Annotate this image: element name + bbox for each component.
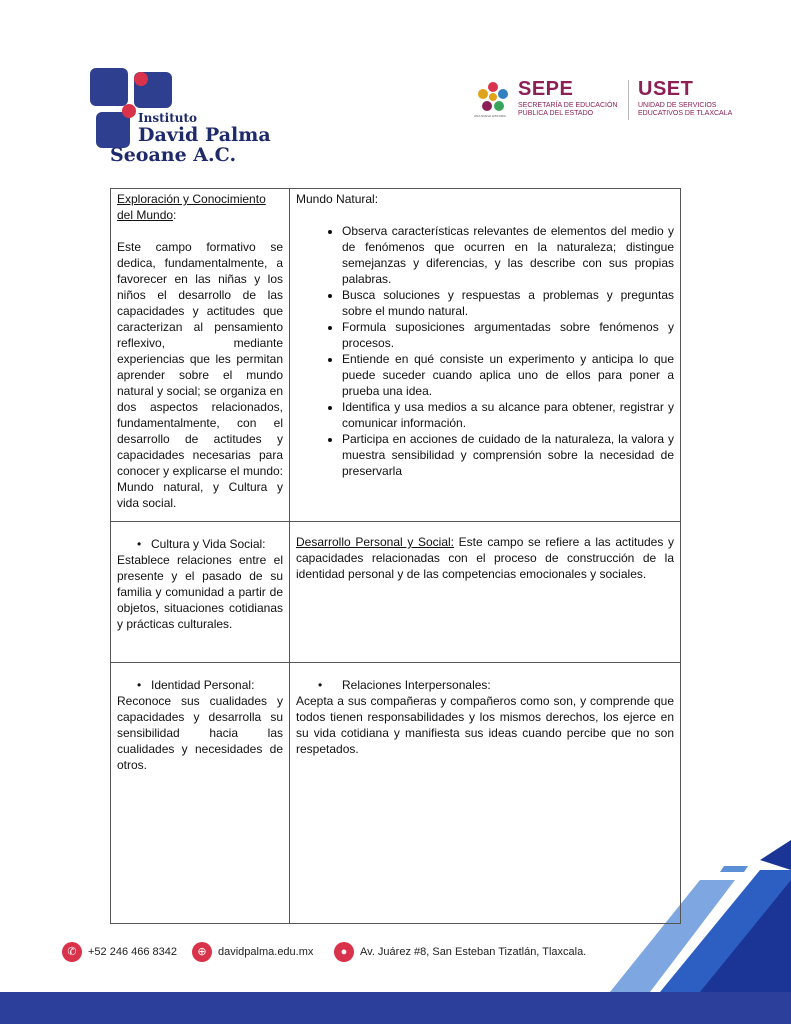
table-row bbox=[111, 189, 681, 522]
phone-text: +52 246 466 8342 bbox=[88, 946, 178, 958]
personal-social-description: Este campo se refiere a las actitudes y capacidades relacionadas con el proceso de construcción de la identidad personal y de las competencias emocionales y sociales. bbox=[296, 535, 674, 581]
list-item: • Participa en acciones de cuidado de la naturaleza, la valora y muestra sensibilidad y comprensión sobre la necesidad de preservarla bbox=[342, 431, 674, 479]
logo-line-1: Instituto bbox=[138, 111, 198, 125]
exploration-heading-colon: : bbox=[173, 208, 177, 222]
personal-social-text bbox=[296, 534, 674, 582]
list-item: • Observa características relevantes de elementos del medio y de fenómenos que ocurren en la naturaleza; distingue semejanzas y diferencias, y las describe con sus propias palabras. bbox=[342, 223, 674, 287]
table-cell-exploration bbox=[111, 189, 290, 522]
table-cell-culture bbox=[111, 522, 290, 663]
table-cell-personal-social bbox=[290, 522, 681, 663]
uset-subtitle-line-1: UNIDAD DE SERVICIOS bbox=[638, 102, 717, 109]
culture-heading: • Cultura y Vida Social: bbox=[117, 536, 283, 552]
sepe-subtitle-line-2: PÚBLICA DEL ESTADO bbox=[518, 110, 594, 118]
content-table bbox=[110, 188, 681, 924]
logo-dot-1 bbox=[122, 104, 136, 118]
logo-dot-2 bbox=[134, 72, 148, 86]
uset-title: USET bbox=[638, 78, 694, 100]
relations-description: Acepta a sus compañeras y compañeros como son, y comprende que todos tienen responsabilidades y los mismos derechos, los ejerce en su vida cotidiana y manifiesta sus ideas cuando percibe que no son respetados. bbox=[296, 694, 674, 756]
logo-line-3: Seoane A.C. bbox=[110, 144, 237, 166]
sepe-subtitle-line-1: SECRETARÍA DE EDUCACIÓN bbox=[518, 102, 618, 109]
sepe-uset-logo bbox=[474, 76, 744, 124]
globe-icon: ⊕ bbox=[192, 942, 212, 962]
flower-caption: UNA NUEVA HISTORIA bbox=[474, 114, 506, 118]
exploration-heading-text: Exploración y Conocimiento del Mundo bbox=[117, 192, 266, 222]
institute-logo bbox=[88, 66, 278, 166]
list-item: • Busca soluciones y respuestas a problemas y preguntas sobre el mundo natural. bbox=[342, 287, 674, 319]
identity-heading: • Identidad Personal: bbox=[117, 677, 283, 693]
footer-address bbox=[334, 942, 586, 962]
culture-description: Establece relaciones entre el presente y el pasado de su familia y comunidad a partir de objetos, situaciones cotidianas y prácticas culturales. bbox=[117, 553, 283, 631]
footer-website[interactable] bbox=[192, 942, 313, 962]
deco-stripe-dark bbox=[700, 880, 791, 992]
uset-subtitle bbox=[638, 102, 732, 118]
logo-divider bbox=[628, 80, 629, 120]
table-row bbox=[111, 522, 681, 663]
list-item: • Identifica y usa medios a su alcance para obtener, registrar y comunicar información. bbox=[342, 399, 674, 431]
table-row bbox=[111, 663, 681, 924]
list-item: • Formula suposiciones argumentadas sobre fenómenos y procesos. bbox=[342, 319, 674, 351]
deco-stripe-top bbox=[760, 840, 791, 870]
address-text: Av. Juárez #8, San Esteban Tizatlán, Tlaxcala. bbox=[360, 946, 587, 958]
spacer bbox=[117, 223, 283, 239]
identity-description: Reconoce sus cualidades y capacidades y desarrolla su sensibilidad hacia las cualidades y necesidades de otros. bbox=[117, 694, 283, 772]
uset-subtitle-line-2: EDUCATIVOS DE TLAXCALA bbox=[638, 110, 733, 118]
institute-logo-text bbox=[110, 111, 271, 166]
table-cell-identity bbox=[111, 663, 290, 924]
logo-square-1 bbox=[90, 68, 128, 106]
phone-icon: ✆ bbox=[62, 942, 82, 962]
footer-phone bbox=[62, 942, 177, 962]
list-item: • Entiende en qué consiste un experimento y anticipa lo que puede suceder cuando aplica uno de ellos para poner a prueba una idea. bbox=[342, 351, 674, 399]
deco-small-tile bbox=[720, 866, 748, 872]
natural-world-list bbox=[296, 223, 674, 479]
flower-emblem-icon bbox=[476, 80, 510, 114]
bottom-band bbox=[0, 992, 791, 1024]
website-link[interactable]: davidpalma.edu.mx bbox=[218, 946, 314, 958]
exploration-heading bbox=[117, 191, 283, 223]
sepe-subtitle bbox=[518, 102, 617, 118]
location-pin-icon: ● bbox=[334, 942, 354, 962]
table-cell-natural-world bbox=[290, 189, 681, 522]
exploration-description: Este campo formativo se dedica, fundamentalmente, a favorecer en las niñas y los niños el desarrollo de las capacidades y actitudes que caracterizan al pensamiento reflexivo, mediante experiencias que les permitan aprender sobre el mundo natural y social; se organiza en dos aspectos relacionados, fundamentalmente, con el desarrollo de actitudes y capacidades necesarias para conocer y explicarse el mundo: Mundo natural, y Cultura y vida social. bbox=[117, 240, 283, 510]
relations-heading: • Relaciones Interpersonales: bbox=[296, 677, 674, 693]
table-cell-relations bbox=[290, 663, 681, 924]
logo-square-3 bbox=[96, 112, 130, 148]
natural-world-heading: Mundo Natural: bbox=[296, 192, 379, 206]
sepe-title: SEPE bbox=[518, 78, 574, 100]
personal-social-heading: Desarrollo Personal y Social: bbox=[296, 535, 455, 549]
logo-line-2: David Palma bbox=[138, 124, 271, 146]
